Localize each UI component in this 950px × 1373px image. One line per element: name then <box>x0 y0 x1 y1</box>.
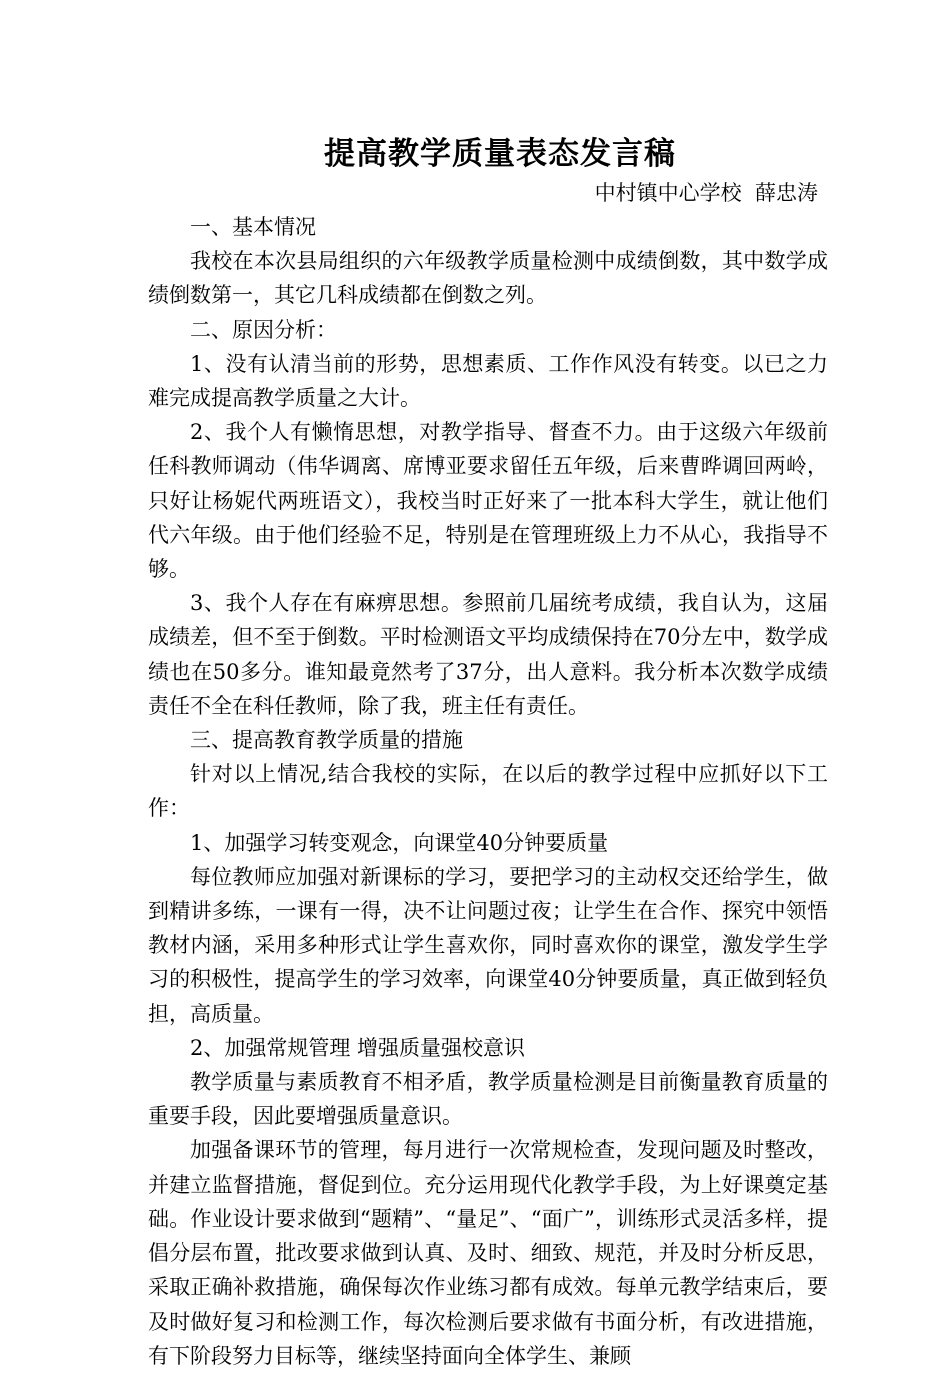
paragraph: 1、没有认清当前的形势，思想素质、工作作风没有转变。以已之力难完成提高教学质量之大计。 <box>148 351 828 411</box>
document-page <box>148 132 828 1373</box>
paragraph: 2、我个人有懒惰思想，对教学指导、督查不力。由于这级六年级前任科教师调动（伟华调离、席博亚要求留任五年级，后来曹晔调回两岭，只好让杨妮代两班语文），我校当时正好来了一批本科大学生，就让他们代六年级。由于他们经验不足，特别是在管理班级上力不从心，我指导不够。 <box>148 420 828 582</box>
subheading: 2、加强常规管理 增强质量强校意识 <box>190 1035 526 1060</box>
section-heading-basic: 一、基本情况 <box>190 215 316 239</box>
section-heading-analysis: 二、原因分析： <box>190 317 337 342</box>
paragraph: 每位教师应加强对新课标的学习，要把学习的主动权交还给学生，做到精讲多练，一课有一得，决不让问题过夜；让学生在合作、探究中领悟教材内涵，采用多种形式让学生喜欢你，同时喜欢你的课堂，激发学生学习的积极性，提高学生的学习效率，向课堂40分钟要质量，真正做到轻负担，高质量。 <box>148 864 828 1026</box>
subheading: 1、加强学习转变观念，向课堂40分钟要质量 <box>190 830 609 855</box>
section-heading-measures: 三、提高教育教学质量的措施 <box>190 728 463 753</box>
paragraph: 针对以上情况,结合我校的实际，在以后的教学过程中应抓好以下工作： <box>148 762 828 821</box>
document-title: 提高教学质量表态发言稿 <box>324 136 676 172</box>
paragraph: 教学质量与素质教育不相矛盾，教学质量检测是目前衡量教育质量的重要手段，因此要增强质量意识。 <box>148 1070 828 1129</box>
paragraph: 我校在本次县局组织的六年级教学质量检测中成绩倒数，其中数学成绩倒数第一，其它几科成绩都在倒数之列。 <box>148 249 828 308</box>
paragraph: 3、我个人存在有麻痹思想。参照前几届统考成绩，我自认为，这届成绩差，但不至于倒数。平时检测语文平均成绩保持在70分左中，数学成绩也在50多分。谁知最竟然考了37分，出人意料。我分析本次数学成绩责任不全在科任教师，除了我，班主任有责任。 <box>148 591 828 718</box>
author-line: 中村镇中心学校 薛忠涛 <box>594 181 818 205</box>
paragraph: 加强备课环节的管理，每月进行一次常规检查，发现问题及时整改，并建立监督措施，督促到位。充分运用现代化教学手段，为上好课奠定基础。作业设计要求做到“题精”、“量足”、“面广”，训练形式灵活多样，提倡分层布置，批改要求做到认真、及时、细致、规范，并及时分析反思，采取正确补救措施，确保每次作业练习都有成效。每单元教学结束后，要及时做好复习和检测工作，每次检测后要求做有书面分析，有改进措施，有下阶段努力目标等，继续坚持面向全体学生、兼顾 <box>148 1138 828 1368</box>
